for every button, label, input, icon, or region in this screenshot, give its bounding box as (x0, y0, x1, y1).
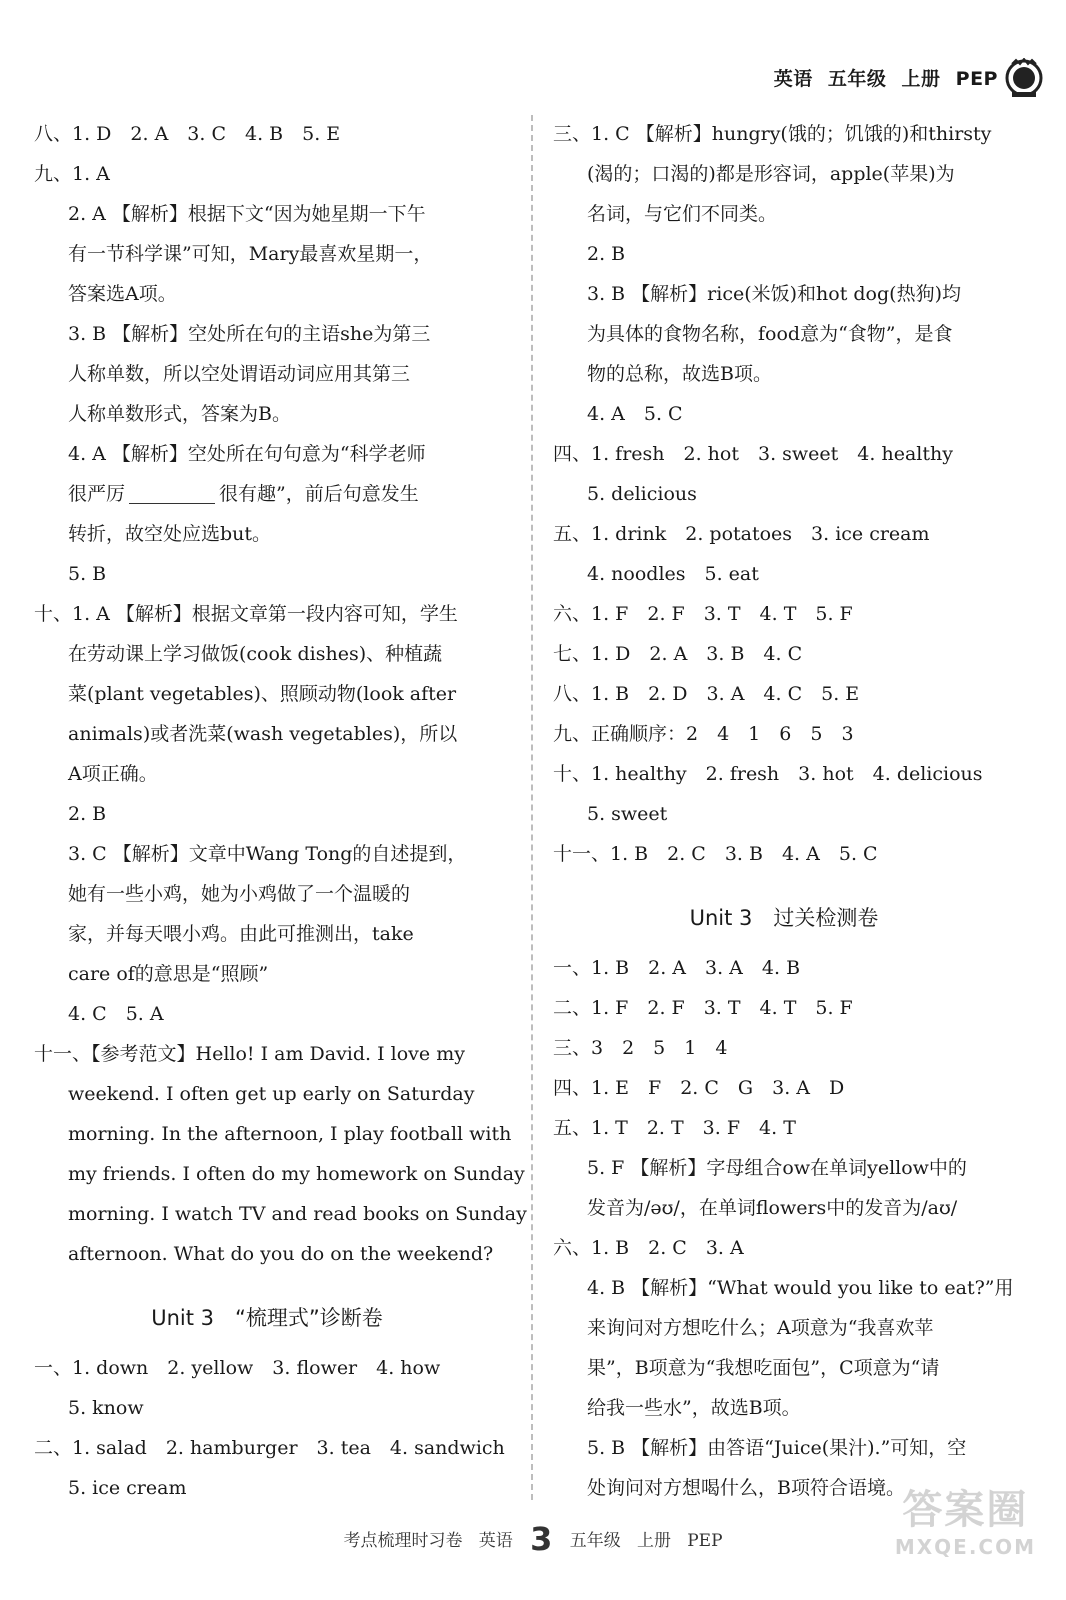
answer-line: 三、1. C 【解析】hungry(饿的；饥饿的)和thirsty (553, 123, 992, 145)
page-number: 3 (530, 1520, 553, 1558)
footer-term: 上册 (637, 1531, 671, 1551)
answer-line: 三、3 2 5 1 4 (553, 1037, 728, 1059)
answer-line: 四、1. fresh 2. hot 3. sweet 4. healthy (553, 443, 953, 465)
answer-line: 七、1. D 2. A 3. B 4. C (553, 643, 803, 665)
answer-line: 九、1. A (34, 163, 110, 185)
answer-text: 很严厉 (68, 483, 126, 505)
answer-line: 5. know (68, 1397, 144, 1419)
answer-line: 菜(plant vegetables)、照顾动物(look after (68, 683, 457, 705)
answer-line: weekend. I often get up early on Saturday (68, 1083, 475, 1105)
answer-line: 十、1. healthy 2. fresh 3. hot 4. delicious (553, 763, 983, 785)
answer-line: 二、1. salad 2. hamburger 3. tea 4. sandwich (34, 1437, 505, 1459)
answer-line: 发音为/əʊ/，在单词flowers中的发音为/aʊ/ (587, 1197, 958, 1219)
answer-line: 5. delicious (587, 483, 697, 505)
answer-line: 十一、1. B 2. C 3. B 4. A 5. C (553, 843, 878, 865)
answer-line: 人称单数形式，答案为B。 (68, 403, 291, 425)
answer-line: 名词，与它们不同类。 (587, 203, 778, 225)
answer-line: 4. C 5. A (68, 1003, 164, 1025)
answer-line: 5. B (68, 563, 107, 585)
footer-grade: 五年级 (569, 1531, 621, 1551)
answer-line (34, 474, 500, 514)
watermark-url: MXQE.COM (894, 1535, 1036, 1559)
answer-line: A项正确。 (68, 763, 158, 785)
answer-line: 一、1. B 2. A 3. A 4. B (553, 957, 801, 979)
answer-line: 家，并每天喂小鸡。由此可推测出，take (68, 923, 414, 945)
answer-line: 九、正确顺序：2 4 1 6 5 3 (553, 723, 854, 745)
answer-line: 十一、【参考范文】Hello! I am David. I love my (34, 1043, 465, 1065)
answer-line: 一、1. down 2. yellow 3. flower 4. how (34, 1357, 441, 1379)
answer-line: 4. B 【解析】“What would you like to eat?”用 (587, 1277, 1014, 1299)
answer-line: afternoon. What do you do on the weekend? (68, 1243, 494, 1265)
answer-line: care of的意思是“照顾” (68, 963, 269, 985)
answer-line: 为具体的食物名称，food意为“食物”，是食 (587, 323, 953, 345)
answer-line: morning. I watch TV and read books on Sunday (68, 1203, 527, 1225)
answer-line: 2. A 【解析】根据下文“因为她星期一下午 (68, 203, 426, 225)
answer-line: 六、1. F 2. F 3. T 4. T 5. F (553, 603, 853, 625)
answer-line: morning. In the afternoon, I play football with (68, 1123, 512, 1145)
answer-line: 四、1. E F 2. C G 3. A D (553, 1077, 845, 1099)
answer-line: (渴的；口渴的)都是形容词，apple(苹果)为 (587, 163, 955, 185)
answer-text: 很有趣”，前后句意发生 (219, 483, 419, 505)
answer-line: 八、1. D 2. A 3. C 4. B 5. E (34, 123, 341, 145)
answer-line: 5. sweet (587, 803, 668, 825)
section-title: Unit 3 过关检测卷 (689, 906, 879, 930)
left-answer-column (34, 114, 527, 1508)
watermark-logo (895, 1478, 1036, 1559)
answer-line: my friends. I often do my homework on Sunday (68, 1163, 525, 1185)
answer-line: 3. C 【解析】文章中Wang Tong的自述提到， (68, 843, 467, 865)
header-subject: 英语 (773, 68, 813, 90)
right-answer-column (553, 114, 1015, 1508)
answer-line: 二、1. F 2. F 3. T 4. T 5. F (553, 997, 853, 1019)
column-divider (531, 115, 533, 1500)
answer-line: animals)或者洗菜(wash vegetables)，所以 (68, 723, 458, 745)
answer-line: 五、1. drink 2. potatoes 3. ice cream (553, 523, 930, 545)
answer-line: 4. noodles 5. eat (587, 563, 759, 585)
answer-line: 3. B 【解析】空处所在句的主语she为第三 (68, 323, 431, 345)
answer-line: 5. B 【解析】由答语“Juice(果汁).”可知，空 (587, 1437, 967, 1459)
header-term: 上册 (901, 68, 941, 90)
answer-line: 在劳动课上学习做饭(cook dishes)、种植蔬 (68, 643, 443, 665)
answer-line: 转折，故空处应选but。 (68, 523, 272, 545)
answer-line: 物的总称，故选B项。 (587, 363, 772, 385)
answer-line: 八、1. B 2. D 3. A 4. C 5. E (553, 683, 860, 705)
answer-line: 给我一些水”，故选B项。 (587, 1397, 801, 1419)
answer-line: 2. B (587, 243, 626, 265)
answer-line: 4. A 【解析】空处所在句句意为“科学老师 (68, 443, 426, 465)
answer-line: 有一节科学课”可知，Mary最喜欢星期一， (68, 243, 433, 265)
answer-line: 2. B (68, 803, 107, 825)
footer-book: 考点梳理时习卷 (343, 1531, 463, 1551)
answer-line: 答案选A项。 (68, 283, 177, 305)
answer-line: 五、1. T 2. T 3. F 4. T (553, 1117, 796, 1139)
fill-blank (129, 479, 215, 504)
section-title: Unit 3 “梳理式”诊断卷 (151, 1306, 383, 1330)
brand-badge-icon (1004, 58, 1044, 98)
answer-line: 来询问对方想吃什么；A项意为“我喜欢苹 (587, 1317, 934, 1339)
watermark-text: 答案圈 (902, 1487, 1029, 1533)
answer-line: 处询问对方想喝什么，B项符合语境。 (587, 1477, 905, 1499)
answer-line: 果”，B项意为“我想吃面包”，C项意为“请 (587, 1357, 940, 1379)
page-header (766, 64, 998, 91)
header-edition: PEP (955, 68, 998, 90)
answer-line: 5. F 【解析】字母组合ow在单词yellow中的 (587, 1157, 967, 1179)
answer-line: 十、1. A 【解析】根据文章第一段内容可知，学生 (34, 603, 458, 625)
answer-line: 六、1. B 2. C 3. A (553, 1237, 744, 1259)
header-grade: 五年级 (827, 68, 887, 90)
answer-line: 她有一些小鸡，她为小鸡做了一个温暖的 (68, 883, 411, 905)
footer-subject: 英语 (478, 1531, 513, 1551)
answer-line: 5. ice cream (68, 1477, 187, 1499)
answer-line: 4. A 5. C (587, 403, 683, 425)
answer-line: 人称单数，所以空处谓语动词应用其第三 (68, 363, 411, 385)
answer-line: 3. B 【解析】rice(米饭)和hot dog(热狗)均 (587, 283, 961, 305)
footer-edition: PEP (687, 1531, 723, 1551)
